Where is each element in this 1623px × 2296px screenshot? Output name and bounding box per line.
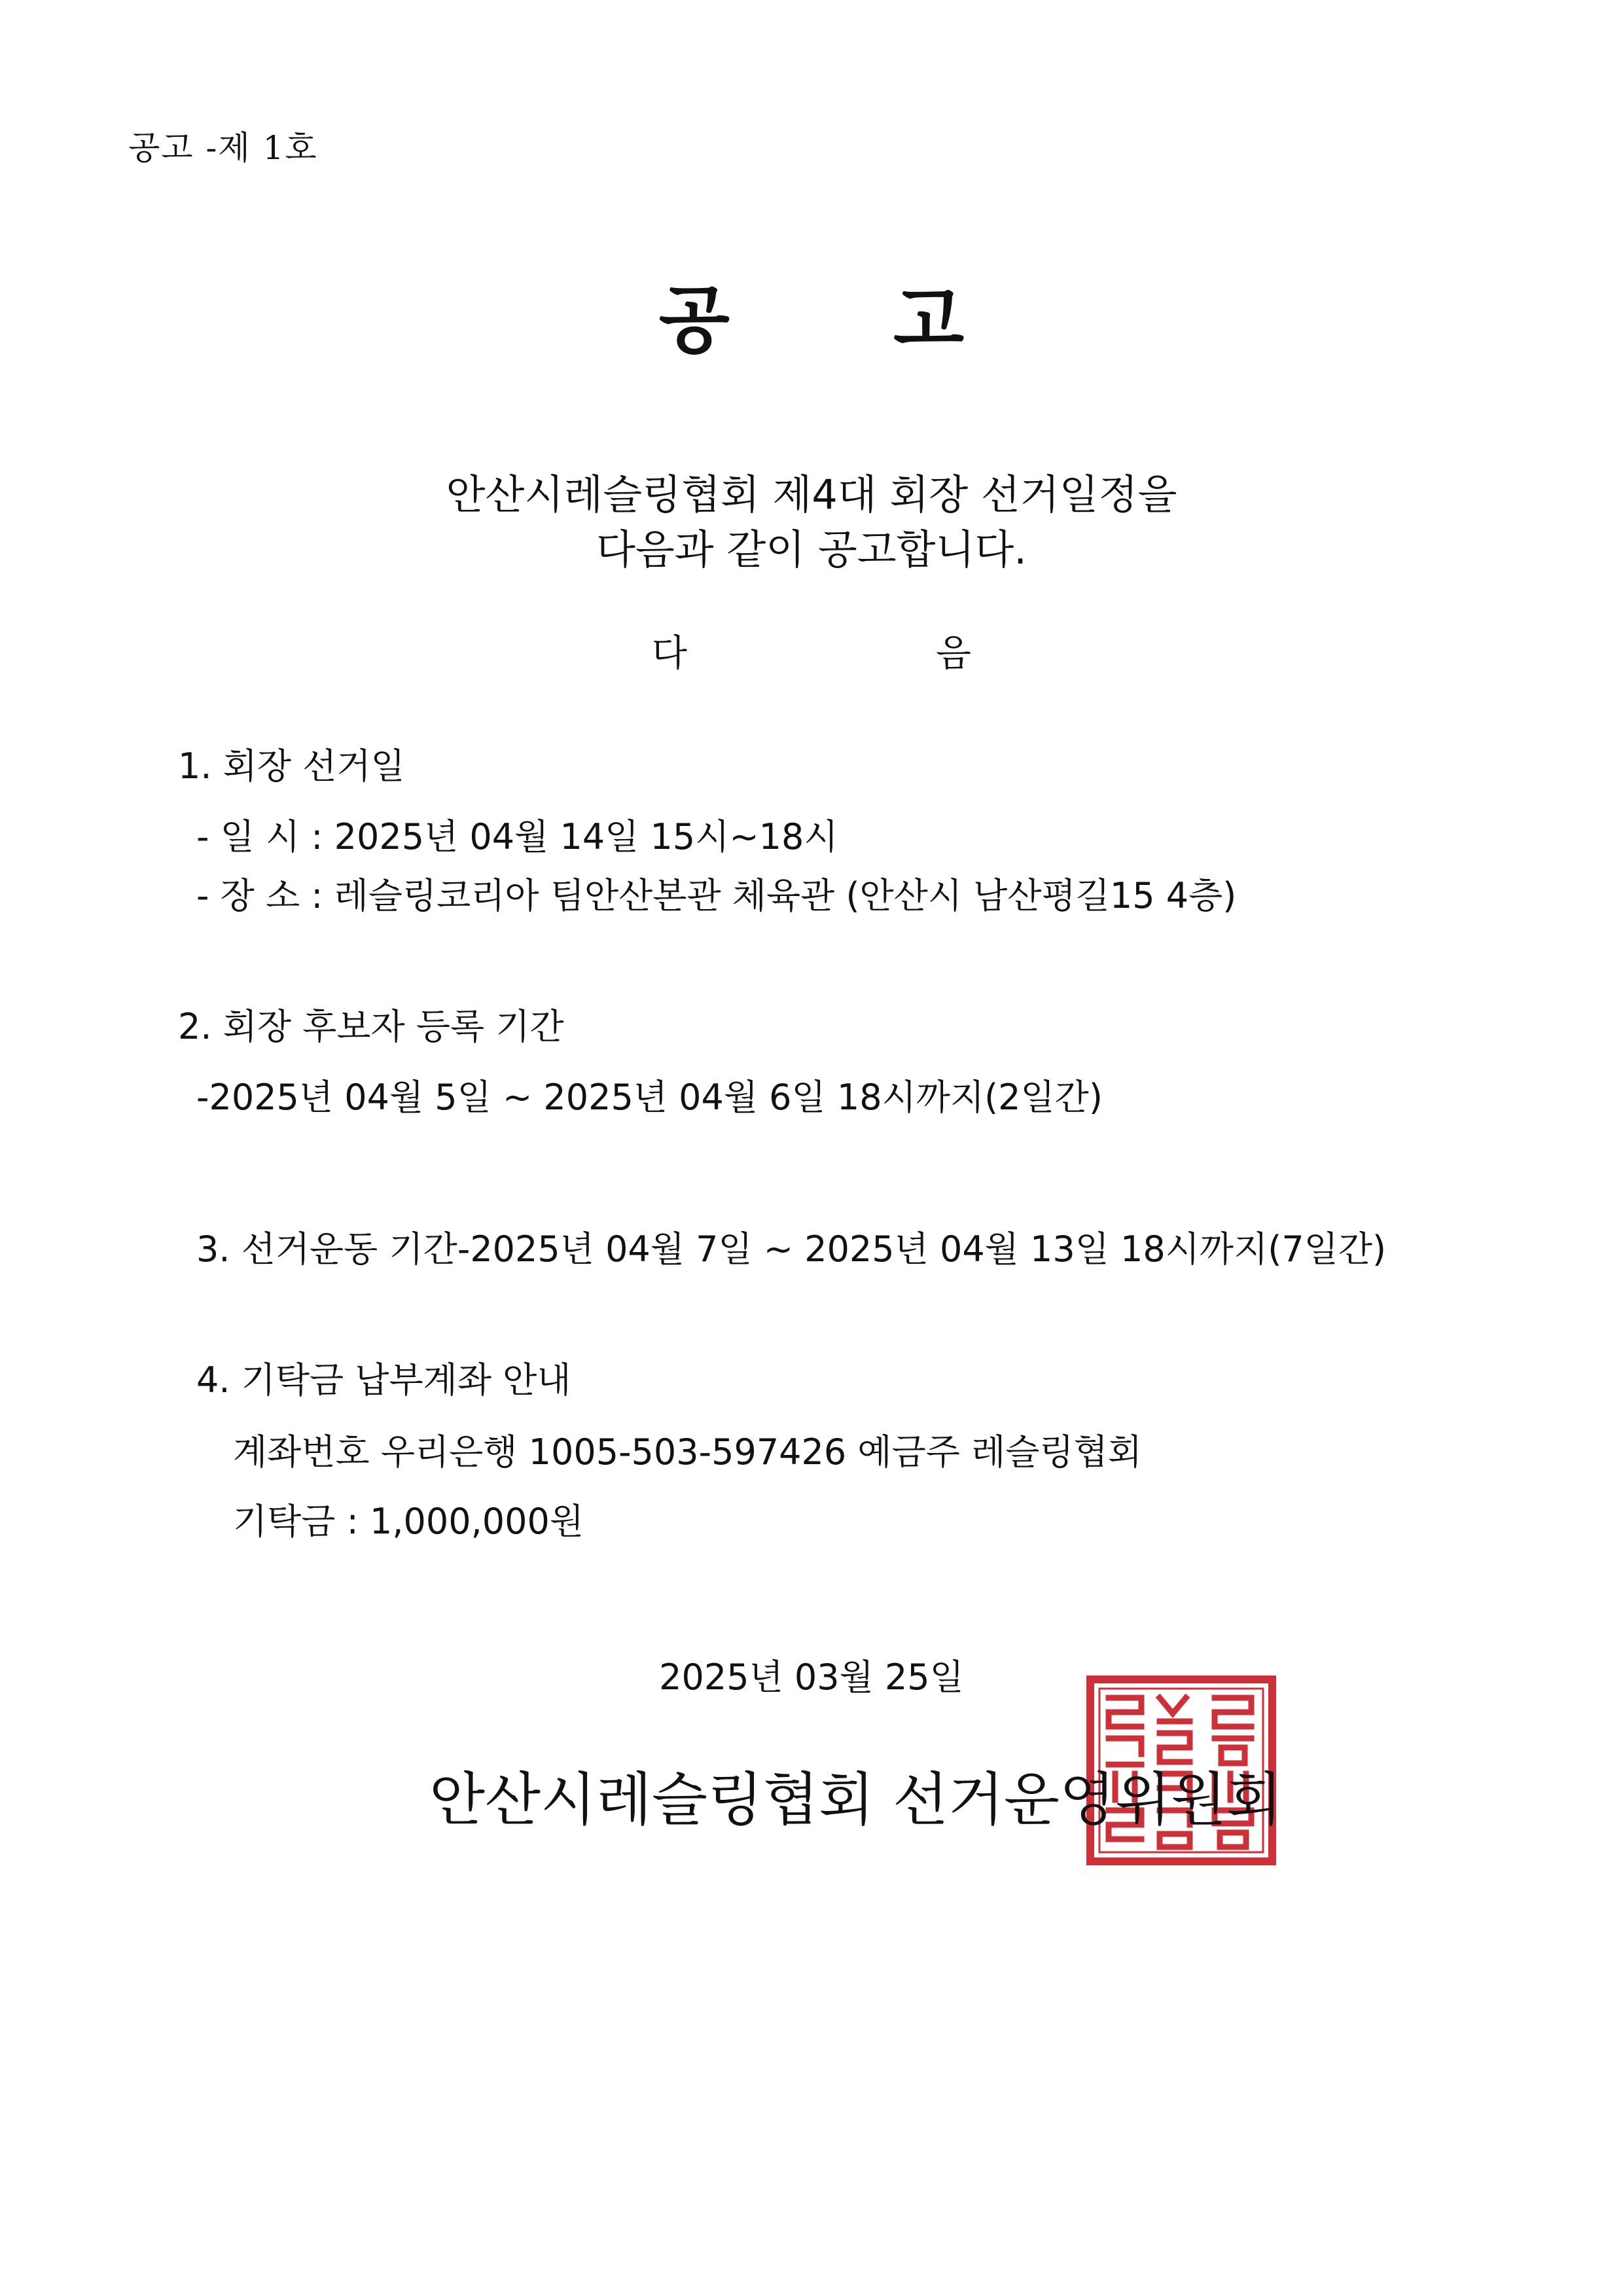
- section-1-title: 1. 회장 선거일: [178, 745, 405, 787]
- title-char-2: 고: [893, 278, 965, 363]
- organization-name: 안산시레슬링협회 선거운영위원회: [429, 1766, 1283, 1833]
- section-heading: [0, 624, 1623, 677]
- section-2-title: 2. 회장 후보자 등록 기간: [178, 1006, 564, 1047]
- heading-char-2: 음: [936, 632, 972, 675]
- issue-date: 2025년 03월 25일: [659, 1657, 964, 1698]
- registration-period-line: -2025년 04월 5일 ~ 2025년 04월 6일 18시까지(2일간): [196, 1077, 1103, 1118]
- lead-line-1: 안산시레슬링협회 제4대 회장 선거일정을: [446, 471, 1177, 518]
- notice-number: 공고 -제 1호: [128, 129, 318, 167]
- election-date-line: - 일 시 : 2025년 04월 14일 15시~18시: [196, 816, 838, 857]
- lead-line-2: 다음과 같이 공고합니다.: [596, 526, 1027, 573]
- section-4-title: 4. 기탁금 납부계좌 안내: [196, 1359, 571, 1401]
- campaign-period-line: 3. 선거운동 기간-2025년 04월 7일 ~ 2025년 04월 13일 18시까지(7일간): [196, 1229, 1387, 1270]
- document-title: [0, 262, 1623, 367]
- heading-char-1: 다: [651, 632, 687, 675]
- title-char-1: 공: [658, 278, 730, 363]
- election-place-line: - 장 소 : 레슬링코리아 팀안산본관 체육관 (안산시 남산평길15 4층): [196, 875, 1237, 916]
- deposit-amount-line: 기탁금 : 1,000,000원: [233, 1501, 584, 1542]
- account-info-line: 계좌번호 우리은행 1005-503-597426 예금주 레슬링협회: [233, 1431, 1142, 1473]
